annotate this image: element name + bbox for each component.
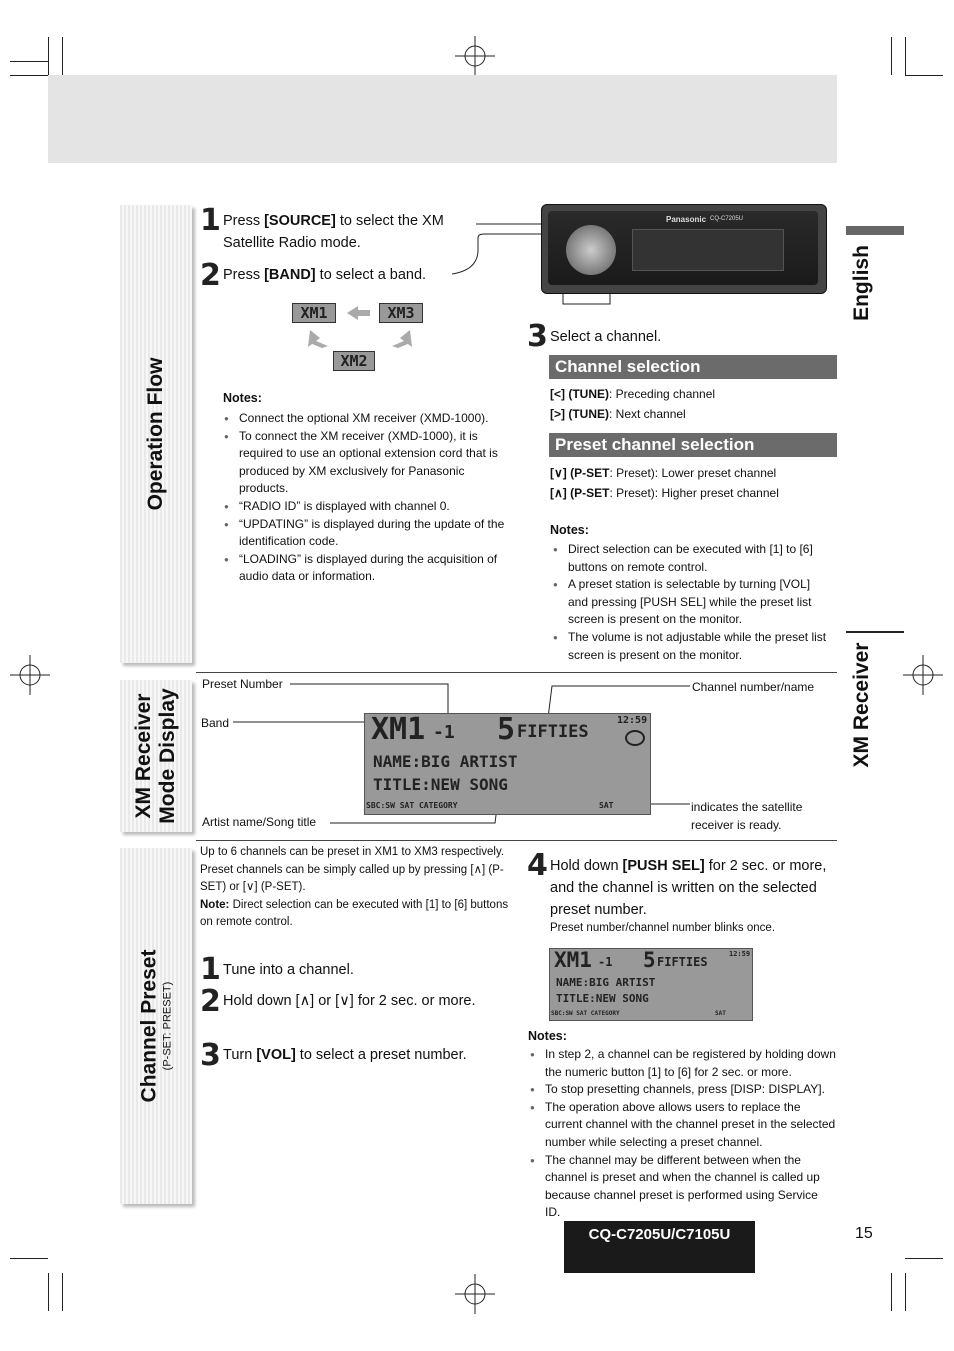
satellite-icon <box>625 730 645 746</box>
tab-label-sub: (P-SET: PRESET) <box>161 981 174 1071</box>
crop-mark <box>905 37 906 75</box>
channel-prev-row: [<] (TUNE): Preceding channel <box>550 387 716 401</box>
band-xm3-badge: XM3 <box>379 303 423 323</box>
step-number: 1 <box>200 952 221 987</box>
step-number: 2 <box>200 258 221 293</box>
preset-intro <box>200 844 512 932</box>
lcd-channel-number: 5 <box>497 713 516 747</box>
lcd-bottom-left: SBC:SW SAT CATEGORY <box>551 1010 620 1017</box>
lcd-display-small <box>549 948 753 1021</box>
preset-step3-text: Turn [VOL] to select a preset number. <box>223 1047 467 1063</box>
lcd-channel-name: FIFTIES <box>657 955 708 969</box>
preset-higher-row: [∧] (P-SET: Preset): Higher preset channel <box>550 486 779 500</box>
note-item: ● The channel may be different between when the channel is preset and when the channel is called up because channel preset is performed using Service ID. <box>530 1152 836 1222</box>
xm-tab-rule <box>846 631 904 633</box>
preset-step4-text: Hold down [PUSH SEL] for 2 sec. or more, and the channel is written on the selected preset number. <box>550 858 827 918</box>
channel-notes <box>553 541 833 664</box>
note-item: ● The operation above allows users to replace the current channel with the channel preset in the selected number while selecting a preset channel. <box>530 1099 836 1152</box>
lcd-channel-name: FIFTIES <box>517 722 589 742</box>
note-item: ● To connect the XM receiver (XMD-1000), it is required to use an optional extension cord that is produced by XM exclusively for Panasonic products. <box>224 428 514 498</box>
step3-text: Select a channel. <box>550 329 662 345</box>
channel-next-row: [>] (TUNE): Next channel <box>550 407 686 421</box>
preset-notes <box>530 1046 836 1222</box>
label-satellite: indicates the satellite receiver is ready. <box>691 800 803 832</box>
tab-label: Operation Flow <box>144 357 167 511</box>
operation-notes <box>224 410 514 586</box>
band-xm1-badge: XM1 <box>292 303 336 323</box>
note-item: ● The volume is not adjustable while the preset list screen is present on the monitor. <box>553 629 833 664</box>
label-channel: Channel number/name <box>692 680 815 694</box>
crop-mark <box>905 75 943 76</box>
step2-text: Press [BAND] to select a band. <box>223 267 427 283</box>
page-number: 15 <box>855 1225 873 1242</box>
notes-title: Notes: <box>223 391 262 405</box>
display-window <box>632 229 784 271</box>
volume-knob <box>566 225 616 275</box>
step1-text: Press [SOURCE] to select the XM Satellite Radio mode. <box>223 213 444 251</box>
preset-step4-note: Preset number/channel number blinks once. <box>550 922 776 934</box>
crop-mark <box>48 37 49 75</box>
crop-mark <box>10 75 48 76</box>
brand-label: Panasonic <box>666 215 707 224</box>
crop-mark <box>891 37 892 75</box>
lcd-clock: 12:59 <box>617 715 648 726</box>
crop-mark <box>891 1273 892 1311</box>
note-item: ● In step 2, a channel can be registered by holding down the numeric button [1] to [6] for 2 sec. or more. <box>530 1046 836 1081</box>
preset-lower-row: [∨] (P-SET: Preset): Lower preset channel <box>550 466 777 480</box>
registration-mark-top <box>455 36 495 76</box>
preset-intro-1: Up to 6 channels can be preset in XM1 to XM3 respectively. <box>200 846 505 858</box>
note-item: ● To stop presetting channels, press [DISP: DISPLAY]. <box>530 1081 836 1099</box>
tab-label-line2: Mode Display <box>156 688 179 824</box>
lcd-preset: -1 <box>433 722 455 743</box>
step-number: 3 <box>200 1038 221 1073</box>
preset-selection-header: Preset channel selection <box>549 433 837 457</box>
registration-mark-right <box>903 655 943 695</box>
label-artist-song: Artist name/Song title <box>202 815 317 829</box>
step-number: 2 <box>200 984 221 1019</box>
lcd-bottom-left: SBC:SW SAT CATEGORY <box>366 801 458 810</box>
registration-mark-left <box>10 655 50 695</box>
notes-title: Notes: <box>550 523 589 537</box>
note-item: ● Connect the optional XM receiver (XMD-1000). <box>224 410 514 428</box>
tab-label <box>132 688 180 823</box>
section-divider <box>196 840 837 841</box>
preset-step1-text: Tune into a channel. <box>223 962 354 978</box>
step-number: 4 <box>527 848 548 883</box>
notes-title: Notes: <box>528 1029 567 1043</box>
tab-operation-flow <box>120 205 192 663</box>
lcd-clock: 12:59 <box>729 950 751 958</box>
crop-mark <box>10 61 48 62</box>
lcd-display-large <box>364 713 651 815</box>
step-number: 1 <box>200 203 221 238</box>
channel-selection-header: Channel selection <box>549 355 837 379</box>
crop-mark <box>10 1258 48 1259</box>
label-preset-number: Preset Number <box>202 677 283 691</box>
lcd-preset: -1 <box>598 955 613 969</box>
lcd-line1: NAME:BIG ARTIST <box>373 752 518 771</box>
lcd-line1: NAME:BIG ARTIST <box>556 976 656 989</box>
lcd-line2: TITLE:NEW SONG <box>556 992 649 1005</box>
band-cycle-arrows <box>300 300 420 350</box>
tab-label-line1: XM Receiver <box>132 693 155 819</box>
crop-mark <box>62 1273 63 1311</box>
model-number-box: CQ-C7205U/C7105U <box>564 1221 755 1273</box>
registration-mark-bottom <box>455 1274 495 1314</box>
note-item: ● “UPDATING” is displayed during the update of the identification code. <box>224 516 514 551</box>
note-item: ● “RADIO ID” is displayed with channel 0. <box>224 498 514 516</box>
lcd-bottom-right: SAT <box>715 1010 726 1017</box>
band-xm2-badge: XM2 <box>333 351 375 371</box>
model-label: CQ-C7205U <box>710 216 744 222</box>
car-stereo-illustration <box>541 204 827 294</box>
lcd-bottom-right: SAT <box>599 801 614 810</box>
header-band <box>48 75 837 163</box>
crop-mark <box>62 37 63 75</box>
section-divider <box>196 672 837 673</box>
note-item: ● A preset station is selectable by turning [VOL] and pressing [PUSH SEL] while the preset list screen is present on the monitor. <box>553 576 833 629</box>
label-band: Band <box>201 716 230 730</box>
lcd-line2: TITLE:NEW SONG <box>373 775 508 794</box>
tab-channel-preset <box>120 848 192 1204</box>
crop-mark <box>48 1273 49 1311</box>
preset-intro-2: Preset channels can be simply called up by pressing [∧] (P-SET) or [∨] (P-SET). <box>200 863 504 893</box>
lcd-channel-number: 5 <box>643 948 656 972</box>
crop-mark <box>905 1273 906 1311</box>
lcd-band: XM1 <box>371 713 426 747</box>
lcd-band: XM1 <box>554 948 592 972</box>
tab-label <box>138 950 175 1103</box>
note-item: ● “LOADING” is displayed during the acquisition of audio data or information. <box>224 551 514 586</box>
crop-mark <box>905 1258 943 1259</box>
english-tab-bar <box>846 226 904 235</box>
preset-step2-text: Hold down [∧] or [∨] for 2 sec. or more. <box>223 993 476 1009</box>
note-item: ● Direct selection can be executed with [1] to [6] buttons on remote control. <box>553 541 833 576</box>
english-tab-label: English <box>850 245 873 321</box>
tab-mode-display <box>120 680 192 832</box>
xm-receiver-tab-label: XM Receiver <box>850 642 873 768</box>
tab-label-main: Channel Preset <box>137 949 161 1103</box>
preset-intro-3: Note: Direct selection can be executed with [1] to [6] buttons on remote control. <box>200 898 509 928</box>
step-number: 3 <box>527 319 548 354</box>
